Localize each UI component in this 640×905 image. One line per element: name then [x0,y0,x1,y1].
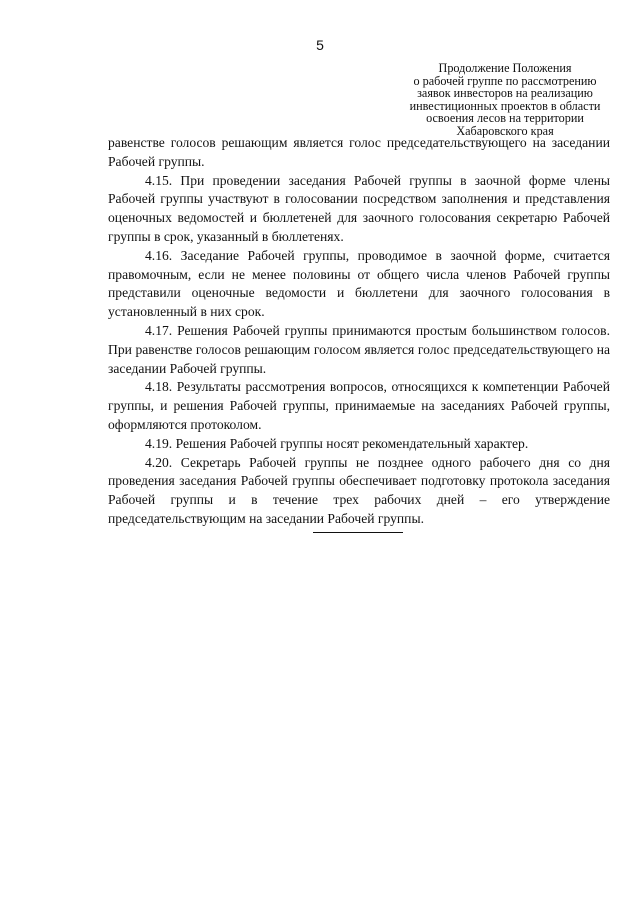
paragraph-continuation: равенстве голосов решающим является голос председательствующего на заседании Рабочей группы. [108,135,610,169]
paragraph-4-17: 4.17. Решения Рабочей группы принимаются простым большинством голосов. При равенстве голосов решающим голосом является голос председательствующего на заседании Рабочей группы. [108,322,610,376]
header-line: о рабочей группе по рассмотрению [413,73,597,88]
paragraph-4-18: 4.18. Результаты рассмотрения вопросов, относящихся к компетенции Рабочей группы, и решения Рабочей группы, принимаемые на заседаниях Рабочей группы, оформляются протоколом. [108,379,610,432]
header-line: инвестиционных проектов в области [409,98,601,113]
header-line: заявок инвесторов на реализацию [417,86,593,101]
paragraph-4-15: 4.15. При проведении заседания Рабочей группы в заочной форме члены Рабочей группы участвуют в голосовании посредством заполнения и представления оценочных ведомостей и бюллетеней для заочного голосования секретарю Рабочей группы в срок, указанный в бюллетенях. [108,172,610,244]
page-number: 5 [316,37,324,53]
paragraph-4-16: 4.16. Заседание Рабочей группы, проводимое в заочной форме, считается правомочным, если не менее половины от общего числа членов Рабочей группы представили оценочные ведомости и бюллетени для заочного голосования в установленный в них срок. [108,247,610,320]
header-line: Продолжение Положения [438,61,572,75]
document-body [108,134,610,529]
header-line: Хабаровского края [456,123,554,138]
paragraph-4-19: 4.19. Решения Рабочей группы носят рекомендательный характер. [145,435,529,451]
end-of-document-rule [313,532,403,533]
paragraph-4-20: 4.20. Секретарь Рабочей группы не позднее одного рабочего дня со дня проведения заседания Рабочей группы обеспечивает подготовку протокола заседания Рабочей группы и в течение трех рабочих дней – его утверждение председательствующим на заседании Рабочей группы. [108,454,610,526]
document-header [400,62,610,138]
header-line: освоения лесов на территории [426,111,584,126]
